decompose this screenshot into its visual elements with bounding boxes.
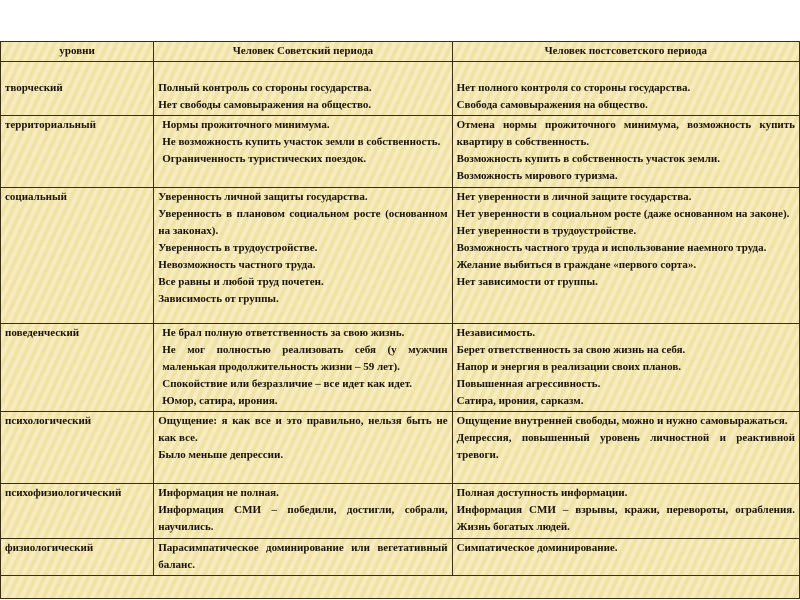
- empty-row: [1, 576, 800, 599]
- table-row: [1, 412, 800, 484]
- level-cell: территориальный: [1, 116, 154, 188]
- table-row: [1, 324, 800, 412]
- cell-line: Нет уверенности в трудоустройстве.: [456, 225, 637, 237]
- post-soviet-cell: [452, 116, 799, 188]
- cell-line: Информация СМИ – победили, достигли, собрали, научились.: [158, 504, 448, 533]
- cell-line: Нет полного контроля со стороны государства.: [456, 82, 691, 94]
- soviet-cell: [154, 539, 452, 576]
- table-row: [1, 188, 800, 324]
- cell-line: Желание выбиться в граждане «первого сорта».: [456, 259, 697, 271]
- cell-line: Независимость.: [456, 327, 536, 339]
- soviet-cell: [154, 412, 452, 484]
- post-soviet-cell: [452, 324, 799, 412]
- cell-line: Нет зависимости от группы.: [456, 276, 598, 288]
- table-row: [1, 116, 800, 188]
- empty-cell: [1, 576, 800, 599]
- cell-line: Уверенность в трудоустройстве.: [158, 242, 318, 254]
- cell-line: Было меньше депрессии.: [158, 449, 284, 461]
- cell-line: Не мог полностью реализовать себя (у мужчин маленькая продолжительность жизни – 59 лет).: [162, 344, 448, 373]
- soviet-cell: [154, 324, 452, 412]
- table-header-row: [1, 42, 800, 62]
- cell-line: Зависимость от группы.: [158, 293, 279, 305]
- cell-line: Ощущение: я как все и это правильно, нельзя быть не как все.: [158, 415, 448, 444]
- cell-line: Свобода самовыражения на общество.: [456, 99, 648, 111]
- cell-line: Отмена нормы прожиточного минимума, возможность купить квартиру в собственность.: [456, 119, 795, 148]
- cell-line: Возможность купить в собственность участок земли.: [456, 153, 720, 165]
- level-cell: социальный: [1, 188, 154, 324]
- cell-line: Симпатическое доминирование.: [456, 542, 618, 554]
- cell-line: Не брал полную ответственность за свою жизнь.: [162, 327, 405, 339]
- cell-line: Возможность частного труда и использование наемного труда.: [456, 242, 767, 254]
- post-soviet-cell: [452, 188, 799, 324]
- cell-line: Нет свободы самовыражения на общество.: [158, 99, 372, 111]
- header-soviet: Человек Советский периода: [154, 42, 452, 62]
- cell-line: Напор и энергия в реализации своих планов.: [456, 361, 682, 373]
- cell-line: Информация не полная.: [158, 487, 279, 499]
- cell-line: Повышенная агрессивность.: [456, 378, 601, 390]
- level-cell: психофизиологический: [1, 484, 154, 539]
- soviet-cell: [154, 62, 452, 116]
- header-post-soviet: Человек постсоветского периода: [452, 42, 799, 62]
- cell-line: Уверенность личной защиты государства.: [158, 191, 368, 203]
- cell-line: Парасимпатическое доминирование или вегетативный баланс.: [158, 542, 448, 571]
- post-soviet-cell: [452, 412, 799, 484]
- soviet-cell: [154, 116, 452, 188]
- cell-line: Нет уверенности в личной защите государства.: [456, 191, 692, 203]
- cell-line: Не возможность купить участок земли в собственность.: [162, 136, 441, 148]
- cell-line: Возможность мирового туризма.: [456, 170, 618, 182]
- cell-line: Сатира, ирония, сарказм.: [456, 395, 584, 407]
- cell-line: Юмор, сатира, ирония.: [162, 395, 278, 407]
- table-row: [1, 484, 800, 539]
- cell-line: Полный контроль со стороны государства.: [158, 82, 372, 94]
- cell-line: Все равны и любой труд почетен.: [158, 276, 324, 288]
- cell-line: Депрессия, повышенный уровень личностной и реактивной тревоги.: [456, 432, 795, 461]
- cell-line: Информация СМИ – взрывы, кражи, перевороты, ограбления. Жизнь богатых людей.: [456, 504, 795, 533]
- level-cell: физиологический: [1, 539, 154, 576]
- cell-line: Нет уверенности в социальном росте (даже основанном на законе).: [456, 208, 790, 220]
- post-soviet-cell: [452, 539, 799, 576]
- level-cell: творческий: [1, 62, 154, 116]
- cell-line: Нормы прожиточного минимума.: [162, 119, 330, 131]
- cell-line: Ощущение внутренней свободы, можно и нужно самовыражаться.: [456, 415, 788, 427]
- post-soviet-cell: [452, 62, 799, 116]
- cell-line: Берет ответственность за свою жизнь на себя.: [456, 344, 686, 356]
- cell-line: Невозможность частного труда.: [158, 259, 316, 271]
- table-row: [1, 539, 800, 576]
- table-row: [1, 62, 800, 116]
- post-soviet-cell: [452, 484, 799, 539]
- cell-line: Уверенность в плановом социальном росте (основанном на законах).: [158, 208, 448, 237]
- cell-line: Спокойствие или безразличие – все идет как идет.: [162, 378, 413, 390]
- cell-line: Полная доступность информации.: [456, 487, 628, 499]
- header-levels: уровни: [1, 42, 154, 62]
- soviet-cell: [154, 484, 452, 539]
- level-cell: поведенческий: [1, 324, 154, 412]
- comparison-table: [0, 41, 800, 599]
- soviet-cell: [154, 188, 452, 324]
- level-cell: психологический: [1, 412, 154, 484]
- cell-line: Ограниченность туристических поездок.: [162, 153, 367, 165]
